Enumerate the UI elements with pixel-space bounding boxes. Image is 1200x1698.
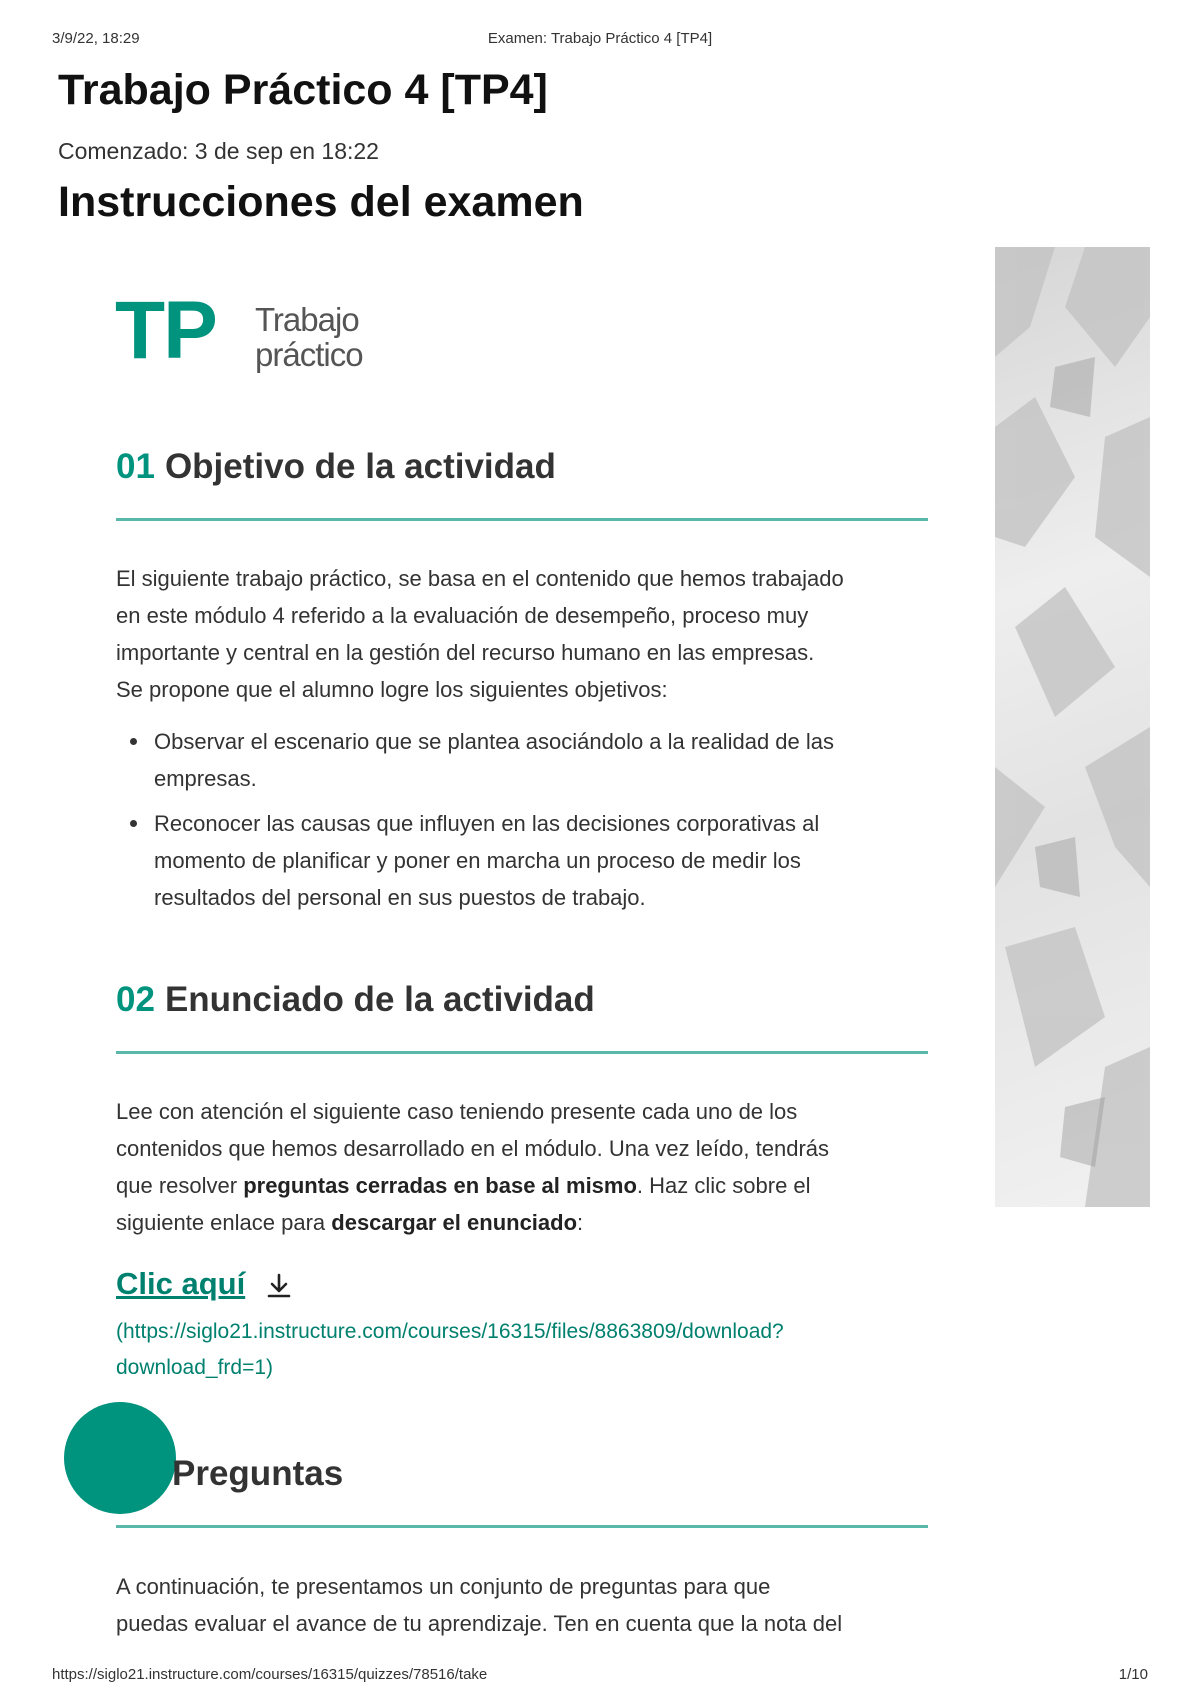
text-line: Reconocer las causas que influyen en las decisiones corporativas al (154, 811, 820, 836)
text-line: momento de planificar y poner en marcha un proceso de medir los (154, 848, 801, 873)
objective-paragraph (116, 560, 936, 708)
download-url[interactable] (116, 1314, 836, 1386)
section-divider (116, 518, 928, 521)
text-line: Observar el escenario que se plantea asociándolo a la realidad de las (154, 729, 834, 754)
text-line: contenidos que hemos desarrollado en el módulo. Una vez leído, tendrás (116, 1136, 830, 1161)
section-objective-title (116, 447, 556, 487)
list-item (116, 805, 936, 916)
text-line: en este módulo 4 referido a la evaluación de desempeño, proceso muy (116, 603, 809, 628)
section-number: 01 (116, 447, 155, 486)
print-footer-url: https://siglo21.instructure.com/courses/16315/quizzes/78516/take (52, 1666, 488, 1683)
statement-paragraph (116, 1093, 936, 1241)
download-icon[interactable] (264, 1271, 294, 1301)
print-page-number: 1/10 (1118, 1666, 1148, 1683)
section-divider (116, 1051, 928, 1054)
section-number: 02 (116, 980, 155, 1019)
list-item (116, 723, 936, 797)
text-line: . Haz clic sobre el (636, 1173, 811, 1198)
text-line: importante y central en la gestión del recurso humano en las empresas. (116, 640, 815, 665)
instructions-title: Instrucciones del examen (58, 178, 584, 226)
text-line: Lee con atención el siguiente caso teniendo presente cada uno de los (116, 1099, 798, 1124)
decorative-side-image (995, 247, 1150, 1207)
page-title: Trabajo Práctico 4 [TP4] (58, 66, 548, 114)
section-title-text: Objetivo de la actividad (164, 447, 556, 486)
bold-text: descargar el enunciado (331, 1210, 578, 1235)
section-questions-title: Preguntas (172, 1454, 344, 1493)
questions-paragraph (116, 1568, 936, 1642)
download-link[interactable]: Clic aquí (116, 1266, 246, 1301)
bold-text: preguntas cerradas en base al mismo (243, 1173, 637, 1198)
tp-logo-word-line2: práctico (255, 336, 363, 373)
text-line: El siguiente trabajo práctico, se basa en el contenido que hemos trabajado (116, 566, 844, 591)
section-statement-title (116, 980, 595, 1020)
text-line: : (577, 1210, 584, 1235)
section-marker-circle (64, 1402, 176, 1514)
text-line: puedas evaluar el avance de tu aprendizaje. Ten en cuenta que la nota del (116, 1611, 843, 1636)
text-line: resultados del personal en sus puestos de trabajo. (154, 885, 646, 910)
text-line: siguiente enlace para (116, 1210, 332, 1235)
tp-logo-letters: TP (115, 285, 216, 376)
text-line: que resolver (116, 1173, 244, 1198)
section-title-text: Enunciado de la actividad (164, 980, 595, 1019)
url-line[interactable]: (https://siglo21.instructure.com/courses/16315/files/8863809/download? (116, 1320, 784, 1343)
tp-logo-word-line1: Trabajo (255, 301, 359, 338)
started-timestamp: Comenzado: 3 de sep en 18:22 (58, 138, 379, 164)
objectives-list (116, 723, 936, 924)
text-line: A continuación, te presentamos un conjunto de preguntas para que (116, 1574, 771, 1599)
text-line: Se propone que el alumno logre los siguientes objetivos: (116, 677, 668, 702)
architecture-pattern-icon (995, 247, 1150, 1207)
url-line[interactable]: download_frd=1) (116, 1356, 274, 1379)
text-line: empresas. (154, 766, 257, 791)
section-divider (116, 1525, 928, 1528)
print-doc-title: Examen: Trabajo Práctico 4 [TP4] (487, 30, 713, 47)
print-datetime: 3/9/22, 18:29 (52, 30, 140, 47)
